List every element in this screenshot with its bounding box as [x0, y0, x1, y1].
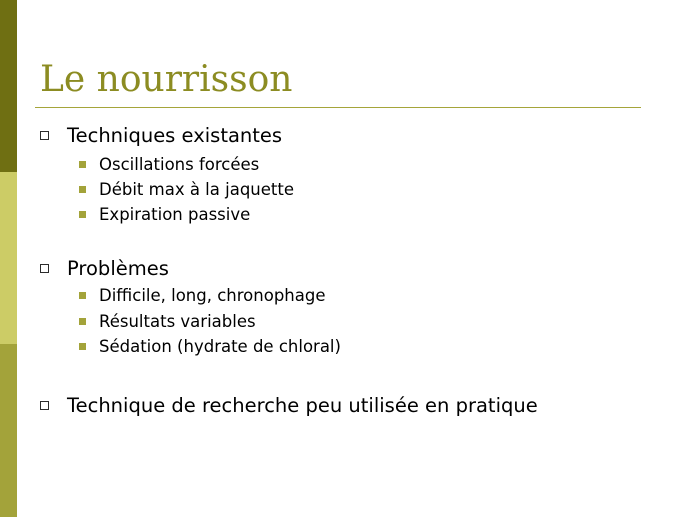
left-bar-segment-light: [0, 172, 17, 344]
hollow-square-bullet-icon: [40, 131, 49, 140]
list-item: [79, 310, 256, 332]
filled-square-bullet-icon: [79, 318, 86, 325]
list-item-text: Difficile, long, chronophage: [99, 285, 326, 305]
list-item-text: Sédation (hydrate de chloral): [99, 336, 341, 356]
list-item: [79, 153, 259, 175]
list-item: [79, 203, 250, 225]
filled-square-bullet-icon: [79, 186, 86, 193]
list-item-text: Résultats variables: [99, 311, 256, 331]
list-item-text: Expiration passive: [99, 204, 251, 224]
filled-square-bullet-icon: [79, 161, 86, 168]
list-item: [79, 335, 341, 357]
section-heading-problemes: [40, 255, 169, 281]
section-heading-text: Technique de recherche peu utilisée en pratique: [67, 393, 538, 417]
section-heading-recherche: [40, 392, 538, 418]
filled-square-bullet-icon: [79, 292, 86, 299]
section-heading-text: Techniques existantes: [67, 123, 283, 147]
left-decorative-bar: [0, 0, 17, 517]
filled-square-bullet-icon: [79, 211, 86, 218]
list-item: [79, 178, 294, 200]
slide-title: Le nourrisson: [40, 59, 293, 100]
title-divider: [35, 107, 641, 108]
hollow-square-bullet-icon: [40, 401, 49, 410]
filled-square-bullet-icon: [79, 343, 86, 350]
section-heading-text: Problèmes: [67, 256, 169, 280]
list-item: [79, 284, 326, 306]
hollow-square-bullet-icon: [40, 264, 49, 273]
section-heading-techniques: [40, 122, 282, 148]
list-item-text: Débit max à la jaquette: [99, 179, 294, 199]
left-bar-segment-mid: [0, 344, 17, 517]
left-bar-segment-dark: [0, 0, 17, 172]
list-item-text: Oscillations forcées: [99, 154, 260, 174]
